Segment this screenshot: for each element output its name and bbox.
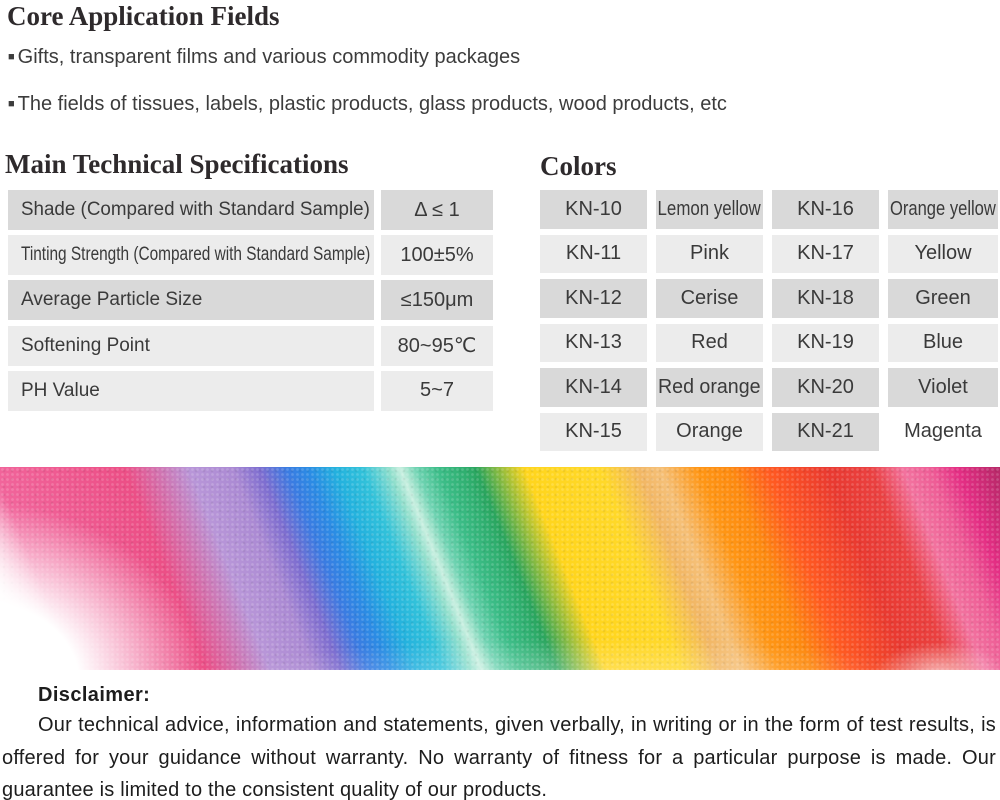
spec-value: Δ ≤ 1 — [414, 198, 460, 221]
spec-value-cell — [381, 326, 493, 366]
color-code-cell — [540, 279, 647, 318]
color-name-cell — [656, 235, 763, 274]
color-code: KN-19 — [797, 331, 854, 354]
rainbow-powder-photo — [0, 467, 1000, 670]
spec-row — [8, 326, 493, 366]
color-name: Orange yellow — [890, 197, 996, 220]
core-application-fields-heading: Core Application Fields — [7, 1, 280, 31]
color-code: KN-12 — [565, 286, 622, 309]
spec-label: Average Particle Size — [21, 289, 203, 311]
color-name-cell — [888, 368, 998, 407]
color-name-cell — [656, 279, 763, 318]
color-code-cell — [772, 190, 879, 229]
technical-specifications-heading: Main Technical Specifications — [5, 149, 349, 179]
spec-value-cell — [381, 371, 493, 411]
square-bullet-icon: ■ — [8, 98, 15, 110]
spec-table — [8, 190, 493, 411]
spec-label-cell — [8, 280, 374, 320]
spec-label: Tinting Strength (Compared with Standard Sample) — [21, 244, 371, 266]
color-code-cell — [540, 324, 647, 363]
spec-label-cell — [8, 235, 374, 275]
spec-value: 80~95℃ — [397, 335, 477, 358]
color-code: KN-14 — [565, 375, 622, 398]
color-name: Yellow — [914, 242, 972, 265]
color-name-cell — [888, 413, 998, 452]
colors-row — [540, 279, 998, 318]
color-name: Red orange — [658, 375, 761, 398]
spec-label-cell — [8, 371, 374, 411]
color-code-cell — [772, 235, 879, 274]
spec-value: 5~7 — [420, 379, 454, 402]
color-name-cell — [656, 368, 763, 407]
color-name-cell — [888, 235, 998, 274]
colors-heading: Colors — [540, 151, 617, 181]
disclaimer-body: Our technical advice, information and statements, given verbally, in writing or in the form of test results, is offered for your guidance without warranty. No warranty of fitness for a particular purpose is made. Our guarantee is limited to the consistent quality of our products. — [2, 714, 996, 800]
color-name: Cerise — [680, 286, 739, 309]
color-name-cell — [888, 190, 998, 229]
spec-label: Softening Point — [21, 334, 150, 356]
colors-row — [540, 190, 998, 229]
disclaimer-title: Disclaimer: — [38, 684, 151, 706]
color-code: KN-10 — [565, 197, 622, 220]
spec-value-cell — [381, 235, 493, 275]
application-bullet-2-text: The fields of tissues, labels, plastic products, glass products, wood products, etc — [17, 93, 727, 115]
color-code-cell — [772, 324, 879, 363]
spec-label-cell — [8, 190, 374, 230]
colors-row — [540, 413, 998, 452]
color-code-cell — [540, 413, 647, 452]
color-name-cell — [656, 413, 763, 452]
colors-row — [540, 368, 998, 407]
color-name: Lemon yellow — [657, 197, 762, 220]
color-name: Orange — [676, 420, 743, 443]
color-code: KN-11 — [565, 242, 622, 265]
color-code-cell — [540, 190, 647, 229]
color-name: Magenta — [904, 420, 982, 443]
colors-row — [540, 235, 998, 274]
color-code: KN-15 — [565, 420, 622, 443]
application-bullet-1-text: Gifts, transparent films and various commodity packages — [17, 46, 521, 68]
spec-row — [8, 190, 493, 230]
color-name: Violet — [918, 375, 968, 398]
colors-row — [540, 324, 998, 363]
application-bullet-1 — [8, 45, 520, 69]
spec-row — [8, 235, 493, 275]
color-code: KN-18 — [797, 286, 854, 309]
color-code-cell — [772, 368, 879, 407]
color-name: Pink — [690, 242, 729, 265]
spec-row — [8, 280, 493, 320]
color-name-cell — [888, 324, 998, 363]
color-code: KN-16 — [797, 197, 854, 220]
color-code-cell — [772, 279, 879, 318]
color-name-cell — [656, 324, 763, 363]
color-name: Green — [915, 286, 971, 309]
spec-label: Shade (Compared with Standard Sample) — [21, 199, 370, 220]
color-code-cell — [540, 235, 647, 274]
color-code: KN-13 — [565, 331, 622, 354]
spec-value-cell — [381, 280, 493, 320]
color-code-cell — [772, 413, 879, 452]
color-name-cell — [888, 279, 998, 318]
colors-table — [540, 190, 998, 451]
spec-value: 100±5% — [400, 243, 474, 266]
application-bullet-2 — [8, 92, 727, 116]
color-code: KN-17 — [797, 242, 854, 265]
color-code: KN-21 — [797, 420, 854, 443]
spec-value: ≤150μm — [400, 288, 474, 311]
square-bullet-icon: ■ — [8, 51, 15, 63]
color-name: Blue — [922, 331, 964, 354]
spec-label-cell — [8, 326, 374, 366]
spec-value-cell — [381, 190, 493, 230]
color-name: Red — [691, 331, 728, 354]
spec-label: PH Value — [21, 379, 100, 401]
spec-row — [8, 371, 493, 411]
color-code-cell — [540, 368, 647, 407]
color-code: KN-20 — [797, 375, 854, 398]
color-name-cell — [656, 190, 763, 229]
